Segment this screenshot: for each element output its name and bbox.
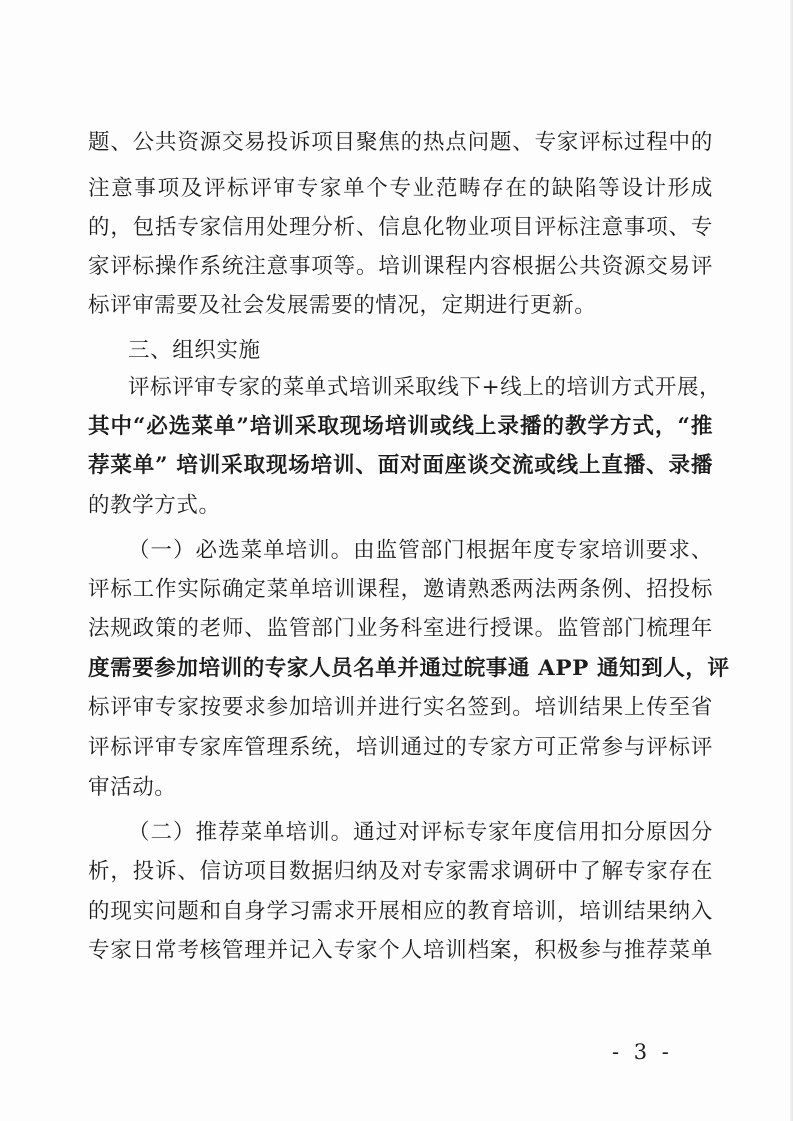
body-text-line: 评标评审专家的菜单式培训采取线下+线上的培训方式开展， <box>128 375 722 400</box>
body-text-line: 专家日常考核管理并记入专家个人培训档案，积极参与推荐菜单 <box>88 938 713 963</box>
subsection-first-line: （一）必选菜单培训。由监管部门根据年度专家培训要求、 <box>128 538 713 563</box>
body-text-line: 审活动。 <box>88 775 177 800</box>
body-text-line: 标评审专家按要求参加培训并进行实名签到。培训结果上传至省 <box>88 695 713 720</box>
body-text-line: 评标工作实际确定菜单培训课程，邀请熟悉两法两条例、招投标 <box>88 577 713 602</box>
body-text-line: 题、公共资源交易投诉项目聚焦的热点问题、专家评标过程中的 <box>88 130 713 155</box>
body-text-line: 家评标操作系统注意事项等。培训课程内容根据公共资源交易评 <box>88 254 713 279</box>
body-text-line: 评标评审专家库管理系统，培训通过的专家方可正常参与评标评 <box>88 735 713 760</box>
body-text-line: 析，投诉、信访项目数据归纳及对专家需求调研中了解专家存在 <box>88 859 713 884</box>
body-text-line: 标评审需要及社会发展需要的情况，定期进行更新。 <box>88 293 597 318</box>
body-text-line: 的教学方式。 <box>88 493 221 518</box>
body-text-line: 的现实问题和自身学习需求开展相应的教育培训，培训结果纳入 <box>88 899 713 924</box>
body-text-line: 其中“必选菜单”培训采取现场培训或线上录播的教学方式，“推 <box>88 414 713 439</box>
section-heading: 三、组织实施 <box>128 338 261 363</box>
body-text-line: 度需要参加培训的专家人员名单并通过皖事通 APP 通知到人，评 <box>88 656 730 681</box>
body-text-line: 注意事项及评标评审专家单个专业范畴存在的缺陷等设计形成 <box>88 176 713 201</box>
body-text-line: 法规政策的老师、监管部门业务科室进行授课。监管部门梳理年 <box>88 616 713 641</box>
body-text-line: 荐菜单” 培训采取现场培训、面对面座谈交流或线上直播、录播 <box>88 453 713 478</box>
body-text-line: 的，包括专家信用处理分析、信息化物业项目评标注意事项、专 <box>88 215 713 240</box>
page-number: - 3 - <box>612 1040 673 1064</box>
subsection-first-line: （二）推荐菜单培训。通过对评标专家年度信用扣分原因分 <box>128 820 713 845</box>
